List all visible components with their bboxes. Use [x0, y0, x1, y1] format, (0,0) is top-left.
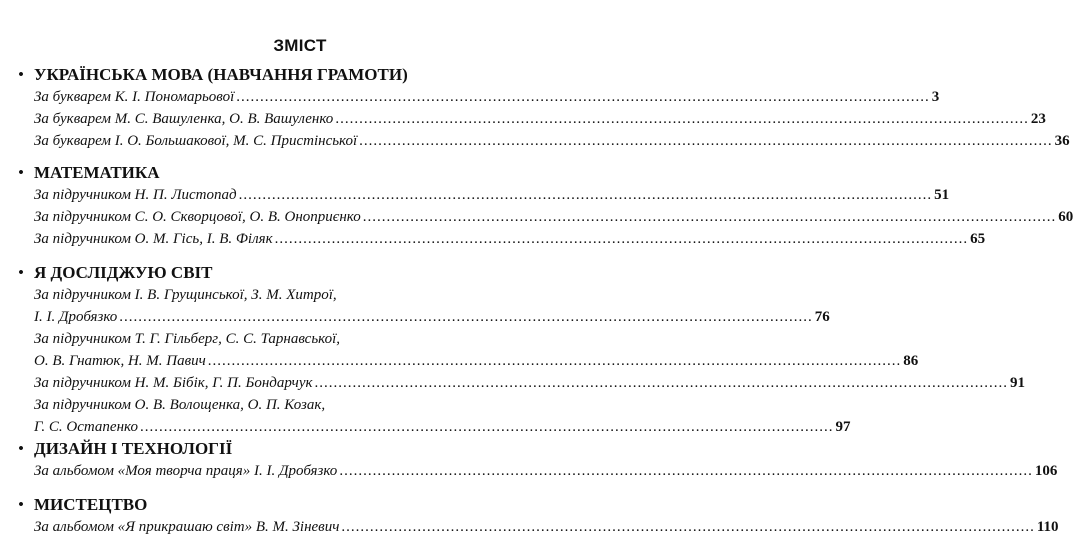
- toc-entry[interactable]: [34, 372, 1026, 394]
- dot-leader: ..................................................................................................................................................: [236, 89, 930, 105]
- bullet-icon: •: [18, 67, 24, 83]
- section-heading: [14, 64, 588, 86]
- entry-text: За підручником І. В. Грущинської, З. М. Хитрої,: [34, 287, 337, 303]
- dot-leader: ..................................................................................................................................................: [339, 463, 1033, 479]
- entry-text: За букварем І. О. Большакової, М. С. Пристінської: [34, 133, 358, 149]
- dot-leader: ..................................................................................................................................................: [359, 133, 1053, 149]
- entry-text-continued: О. В. Гнатюк, Н. М. Павич: [34, 353, 206, 369]
- section-heading: [14, 494, 588, 516]
- bullet-icon: •: [18, 165, 24, 181]
- toc-entry[interactable]: [34, 108, 1046, 130]
- section-i-explore-the-world: [14, 262, 1026, 438]
- section-title: Я ДОСЛІДЖУЮ СВІТ: [34, 263, 213, 282]
- dot-leader: ..................................................................................................................................................: [341, 519, 1035, 535]
- entry-text: За підручником С. О. Скворцової, О. В. Оноприєнко: [34, 209, 361, 225]
- toc-entry[interactable]: [34, 284, 830, 328]
- section-design-and-technology: [14, 438, 1058, 482]
- dot-leader: ..................................................................................................................................................: [207, 353, 902, 369]
- page-number: 23: [1030, 111, 1046, 127]
- section-title: МИСТЕЦТВО: [34, 495, 148, 514]
- entry-text-continued: І. І. Дробязко: [34, 309, 118, 325]
- entry-text: За альбомом «Я прикрашаю світ» В. М. Зіневич: [34, 519, 340, 535]
- bullet-icon: •: [18, 497, 24, 513]
- section-title: МАТЕМАТИКА: [34, 163, 160, 182]
- bullet-icon: •: [18, 441, 24, 457]
- entry-text: За підручником Т. Г. Гільберг, С. С. Тарнавської,: [34, 331, 341, 347]
- page-number: 86: [903, 353, 919, 369]
- page-number: 106: [1034, 463, 1058, 479]
- page-number: 76: [814, 309, 830, 325]
- section-art: [14, 494, 1059, 538]
- toc-entry[interactable]: [34, 130, 1070, 152]
- page-number: 65: [970, 231, 986, 247]
- toc-entry[interactable]: [34, 460, 1058, 482]
- page-number: 97: [835, 419, 851, 435]
- entry-text: За підручником Н. П. Листопад: [34, 187, 237, 203]
- entry-text-continued: Г. С. Остапенко: [34, 419, 138, 435]
- toc-entry[interactable]: [34, 516, 1059, 538]
- toc-entry[interactable]: [34, 206, 1073, 228]
- section-title: ДИЗАЙН І ТЕХНОЛОГІЇ: [34, 439, 233, 458]
- page-number: 36: [1054, 133, 1070, 149]
- entry-text: За підручником О. М. Гісь, І. В. Філяк: [34, 231, 273, 247]
- page-number: 91: [1010, 375, 1026, 391]
- dot-leader: ..................................................................................................................................................: [119, 309, 813, 325]
- page-number: 51: [934, 187, 950, 203]
- page-number: 60: [1058, 209, 1073, 225]
- toc-entry[interactable]: [34, 86, 940, 108]
- dot-leader: ..................................................................................................................................................: [274, 231, 969, 247]
- dot-leader: ..................................................................................................................................................: [362, 209, 1057, 225]
- section-mathematics: [14, 162, 1073, 250]
- section-heading: [14, 262, 588, 284]
- entry-text: За букварем К. І. Пономарьової: [34, 89, 235, 105]
- bullet-icon: •: [18, 265, 24, 281]
- toc-entry[interactable]: [34, 328, 919, 372]
- dot-leader: ..................................................................................................................................................: [238, 187, 933, 203]
- dot-leader: ..................................................................................................................................................: [314, 375, 1009, 391]
- toc-entry[interactable]: [34, 228, 986, 250]
- entry-text: За підручником О. В. Волощенка, О. П. Козак,: [34, 397, 326, 413]
- page-number: 110: [1036, 519, 1059, 535]
- page-number: 3: [931, 89, 940, 105]
- section-title: УКРАЇНСЬКА МОВА (НАВЧАННЯ ГРАМОТИ): [34, 65, 408, 84]
- entry-text: За підручником Н. М. Бібік, Г. П. Бондарчук: [34, 375, 313, 391]
- section-ukrainian-language: [14, 64, 1070, 152]
- entry-text: За альбомом «Моя творча праця» І. І. Дробязко: [34, 463, 338, 479]
- entry-text: За букварем М. С. Вашуленка, О. В. Вашуленко: [34, 111, 334, 127]
- dot-leader: ..................................................................................................................................................: [139, 419, 834, 435]
- section-heading: [14, 438, 588, 460]
- page-title: ЗМІСТ: [273, 36, 327, 55]
- dot-leader: ..................................................................................................................................................: [335, 111, 1029, 127]
- section-heading: [14, 162, 588, 184]
- toc-entry[interactable]: [34, 394, 851, 438]
- toc-entry[interactable]: [34, 184, 950, 206]
